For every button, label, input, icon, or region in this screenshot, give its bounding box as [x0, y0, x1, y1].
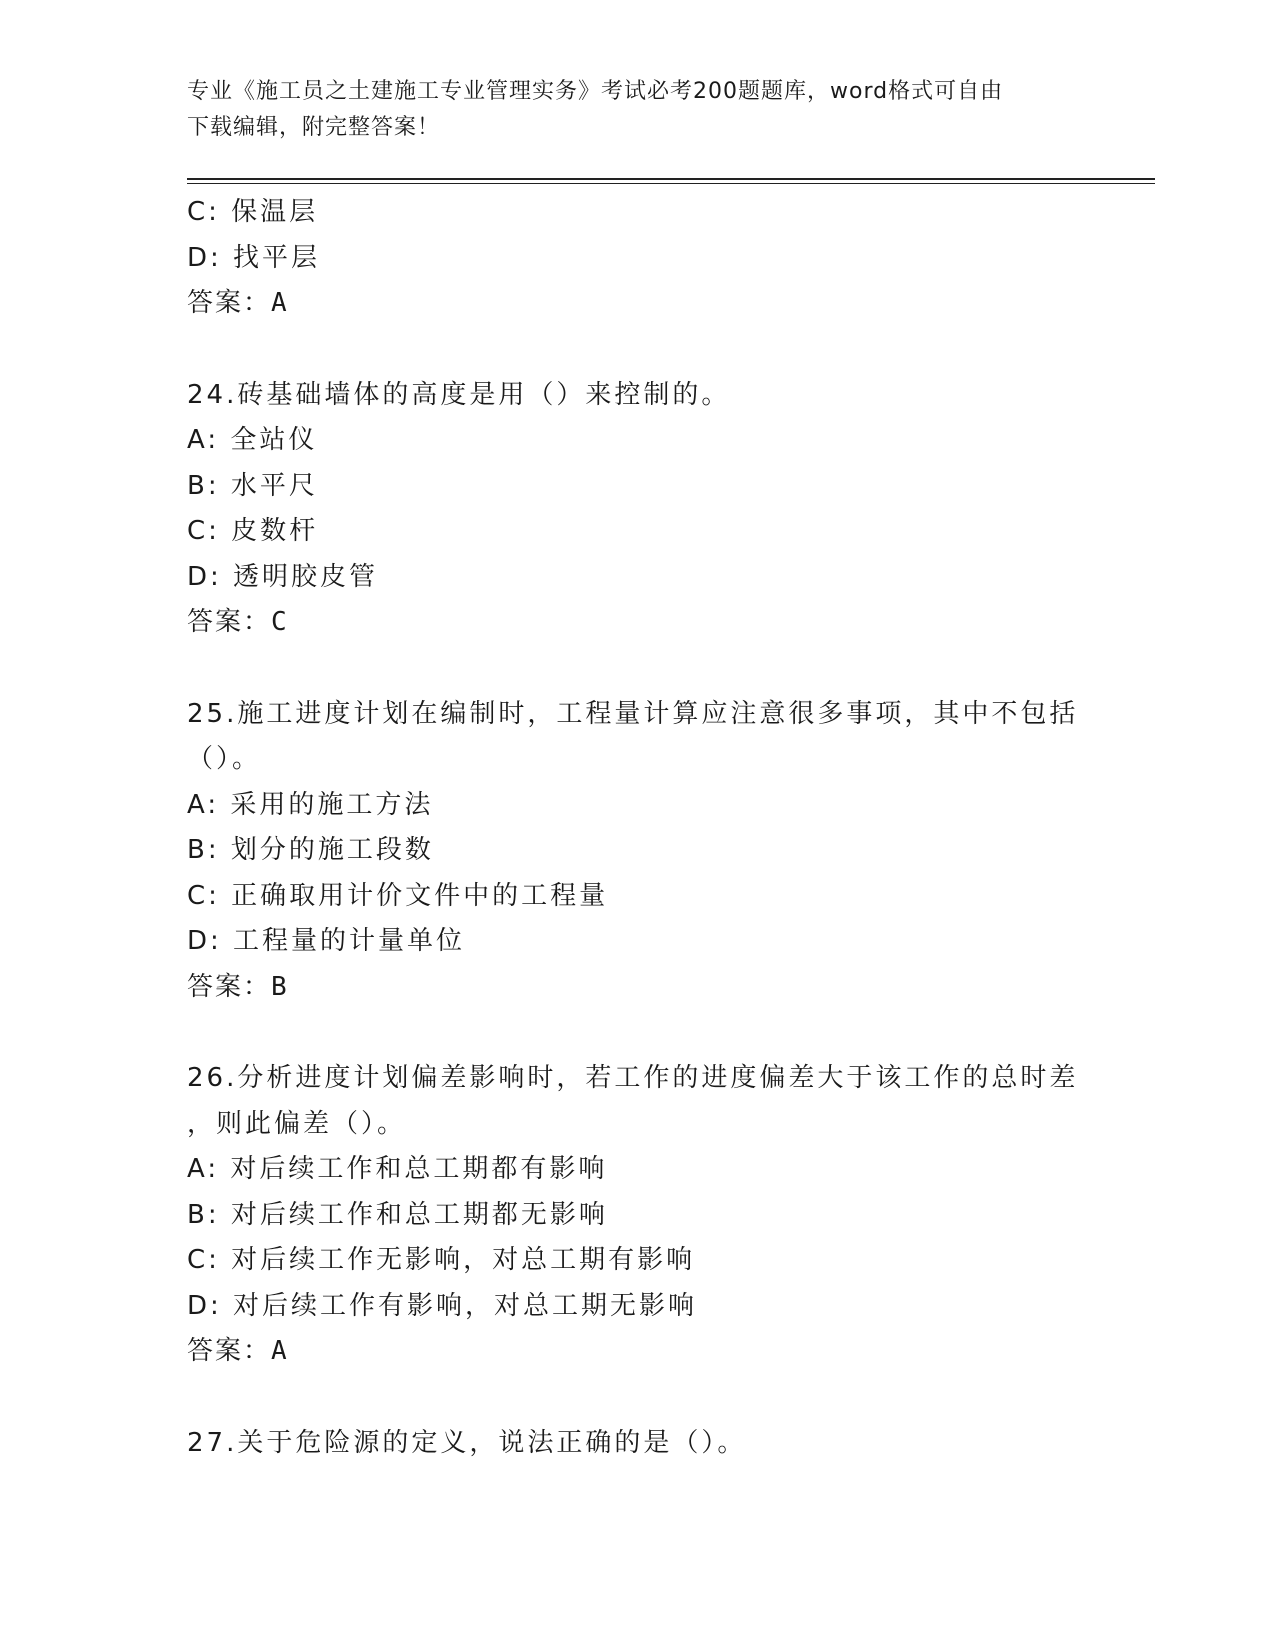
option-b: B: 对后续工作和总工期都无影响 [187, 1199, 608, 1230]
question-26 [187, 1056, 1087, 1375]
question-stem: 24.砖基础墙体的高度是用（）来控制的。 [187, 379, 731, 410]
question-content [187, 190, 1087, 1466]
spacer [187, 1010, 1087, 1056]
question-25 [187, 692, 1087, 1011]
question-stem: 27.关于危险源的定义，说法正确的是（）。 [187, 1427, 747, 1458]
header-divider [187, 178, 1155, 184]
option-c: C: 皮数杆 [187, 516, 319, 546]
question-stem-continued: ，则此偏差（）。 [187, 1108, 407, 1139]
question-27 [187, 1421, 1087, 1467]
question-24 [187, 373, 1087, 646]
question-stem: 26.分析进度计划偏差影响时，若工作的进度偏差大于该工作的总时差 [187, 1063, 1079, 1093]
header-line-1: 专业《施工员之土建施工专业管理实务》考试必考200题题库，word格式可自由 [187, 79, 1004, 104]
answer-line: 答案：A [187, 1336, 289, 1366]
option-b: B: 划分的施工段数 [187, 835, 434, 865]
option-a: A: 对后续工作和总工期都有影响 [187, 1154, 608, 1184]
header-line-2: 下载编辑，附完整答案！ [187, 115, 441, 140]
option-d: D: 透明胶皮管 [187, 561, 379, 592]
answer-line: 答案：B [187, 971, 289, 1002]
spacer [187, 327, 1087, 373]
spacer [187, 1375, 1087, 1421]
page-header [187, 74, 1087, 146]
option-a: A: 全站仪 [187, 425, 318, 455]
option-d: D: 工程量的计量单位 [187, 926, 466, 956]
option-d: D: 找平层 [187, 242, 321, 273]
answer-line: 答案：A [187, 288, 289, 318]
option-c: C: 对后续工作无影响，对总工期有影响 [187, 1245, 696, 1275]
option-c: C: 保温层 [187, 197, 319, 227]
option-c: C: 正确取用计价文件中的工程量 [187, 880, 609, 911]
option-b: B: 水平尺 [187, 470, 318, 501]
answer-line: 答案：C [187, 607, 289, 637]
question-stem-continued: （）。 [187, 744, 262, 774]
question-stem: 25.施工进度计划在编制时，工程量计算应注意很多事项，其中不包括 [187, 698, 1079, 729]
spacer [187, 646, 1087, 692]
option-d: D: 对后续工作有影响，对总工期无影响 [187, 1290, 698, 1321]
option-a: A: 采用的施工方法 [187, 789, 434, 820]
